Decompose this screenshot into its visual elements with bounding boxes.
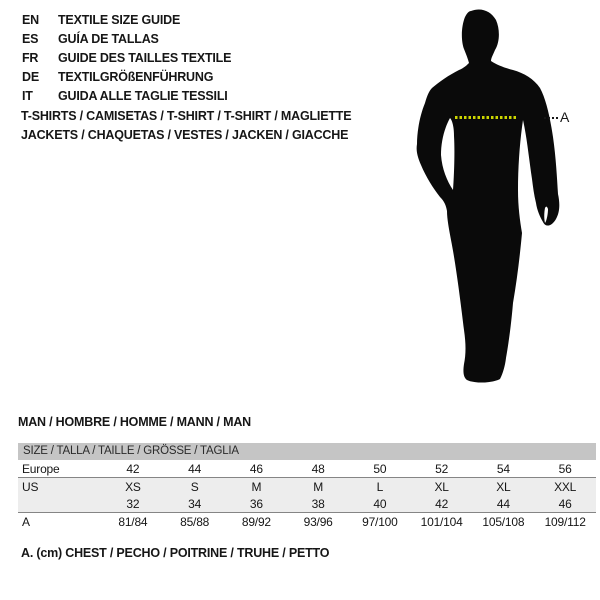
table-cell: 42 — [435, 496, 449, 511]
table-cell: L — [376, 479, 384, 494]
language-label: TEXTILE SIZE GUIDE — [58, 13, 181, 27]
table-cell: 89/92 — [241, 514, 271, 529]
table-cell: XL — [496, 479, 511, 494]
row-label: US — [22, 479, 39, 494]
table-cell: XL — [434, 479, 449, 494]
table-cell: 46 — [249, 461, 263, 476]
row-label: A — [22, 514, 30, 529]
table-cell: 48 — [311, 461, 325, 476]
language-code: FR — [22, 51, 39, 65]
table-cell: 52 — [435, 461, 449, 476]
table-cell: 109/112 — [544, 514, 586, 529]
garment-line-tshirts: T-SHIRTS / CAMISETAS / T-SHIRT / T-SHIRT / MAGLIETTE — [21, 109, 352, 123]
table-cell: 97/100 — [362, 514, 398, 529]
table-cell: 101/104 — [420, 514, 463, 529]
table-cell: 85/88 — [180, 514, 210, 529]
table-cell: 40 — [373, 496, 387, 511]
table-cell: 44 — [496, 496, 510, 511]
table-cell: 54 — [496, 461, 510, 476]
table-cell: 105/108 — [482, 514, 525, 529]
language-label: GUÍA DE TALLAS — [58, 32, 159, 46]
table-row-us-numbers — [18, 495, 596, 513]
garment-line-jackets: JACKETS / CHAQUETAS / VESTES / JACKEN / GIACCHE — [21, 128, 349, 142]
table-row-chest-a — [18, 513, 596, 530]
measurement-label-a: A — [560, 109, 570, 125]
table-cell: 36 — [249, 496, 263, 511]
table-cell: 38 — [311, 496, 325, 511]
table-cell: XS — [125, 479, 141, 494]
language-code: ES — [22, 32, 39, 46]
size-table-header: SIZE / TALLA / TAILLE / GRÖSSE / TAGLIA — [18, 443, 596, 460]
man-body-shape — [417, 9, 560, 382]
language-code: DE — [22, 70, 39, 84]
table-cell: 32 — [126, 496, 140, 511]
language-code: EN — [22, 13, 39, 27]
section-title-man: MAN / HOMBRE / HOMME / MANN / MAN — [18, 415, 251, 429]
table-cell: M — [251, 479, 262, 494]
table-row-us-letters — [18, 478, 596, 495]
table-cell: 93/96 — [303, 514, 333, 529]
table-row-europe — [18, 460, 596, 478]
footnote-chest: A. (cm) CHEST / PECHO / POITRINE / TRUHE / PETTO — [21, 546, 330, 560]
row-label: Europe — [22, 461, 60, 476]
table-cell: 50 — [373, 461, 387, 476]
table-cell: XXL — [554, 479, 577, 494]
table-cell: 42 — [126, 461, 140, 476]
table-cell: 81/84 — [118, 514, 148, 529]
language-label: GUIDE DES TAILLES TEXTILE — [58, 51, 232, 65]
table-cell: 44 — [188, 461, 202, 476]
language-label: TEXTILGRÖßENFÜHRUNG — [58, 70, 214, 84]
table-cell: 34 — [188, 496, 202, 511]
language-label: GUIDA ALLE TAGLIE TESSILI — [58, 89, 228, 103]
table-cell: 46 — [558, 496, 572, 511]
size-table — [18, 443, 596, 530]
language-code: IT — [22, 89, 33, 103]
table-cell: S — [190, 479, 199, 494]
table-cell: 56 — [558, 461, 572, 476]
chest-measure-dashes-yellow — [455, 116, 518, 119]
table-cell: M — [313, 479, 324, 494]
chest-measure-dashes-black — [544, 117, 558, 119]
